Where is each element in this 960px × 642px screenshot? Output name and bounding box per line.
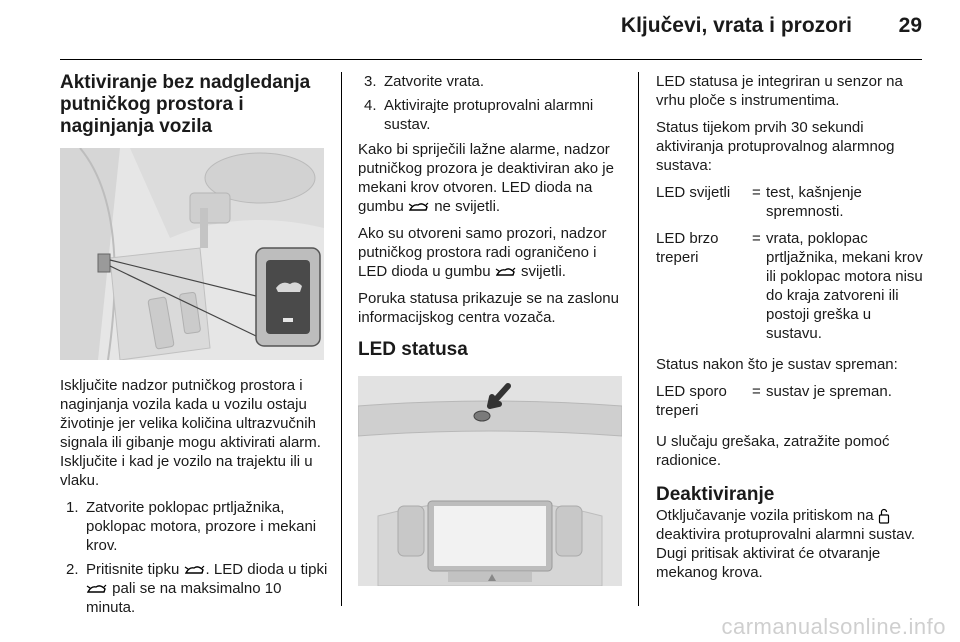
status-message-paragraph: Poruka statusa prikazuje se na zaslonu informacijskog centra vozača. (358, 290, 619, 326)
vehicle-monitoring-icon (184, 564, 206, 576)
unlock-icon (878, 508, 890, 524)
def-desc: vrata, poklopac prtljažnika, mekani krov ili poklopac motora nisu do kraja zatvoreni ili postoji greška u sustavu. (766, 230, 923, 342)
step-number: 4. (364, 97, 377, 114)
step-text: Aktivirajte protuprovalni alarmni sustav. (384, 97, 594, 133)
windows-paragraph (358, 224, 626, 281)
figure-interior-button (60, 148, 324, 360)
windows-text-a: Ako su otvoreni samo prozori, nadzor putničkog prostora radi ograničeno i LED dioda u gumbu (358, 225, 607, 280)
step-text-c: pali se na maksimalno 10 minuta. (86, 580, 282, 616)
soft-top-text-a: Kako bi spriječili lažne alarme, nadzor putničkog prozora je deaktiviran ako je mekani krov otvoren. LED dioda na gumbu (358, 141, 614, 215)
page-number: 29 (898, 14, 922, 37)
def-equals: = (752, 184, 761, 201)
step-3 (358, 72, 626, 91)
deactivation-text-a: Otključavanje vozila pritiskom na (656, 507, 874, 524)
steps-list-left (60, 498, 328, 617)
def-row-led-slow (656, 382, 924, 420)
soft-top-paragraph (358, 140, 626, 216)
section-heading-no-monitoring: Aktiviranje bez nadgledanja putničkog prostora i naginjanja vozila (60, 72, 311, 137)
column-divider-left (341, 72, 342, 606)
first-30s-paragraph: Status tijekom prvih 30 sekundi aktiviranja protuprovalnog alarmnog sustava: (656, 119, 895, 174)
step-text-a: Pritisnite tipku (86, 561, 180, 578)
watermark: carmanualsonline.info (721, 614, 946, 639)
def-row-led-on (656, 183, 924, 221)
vehicle-monitoring-icon (86, 583, 108, 595)
step-text: Zatvorite poklopac prtljažnika, poklopac motora, prozore i mekani krov. (86, 499, 317, 554)
middle-column (358, 72, 626, 361)
after-ready-paragraph: Status nakon što je sustav spreman: (656, 356, 898, 373)
steps-list-middle (358, 72, 626, 134)
def-term: LED brzo treperi (656, 230, 719, 266)
step-4 (358, 96, 626, 134)
def-term: LED svijetli (656, 184, 731, 201)
step-1 (60, 498, 328, 555)
led-integration-paragraph: LED statusa je integriran u senzor na vrhu ploče s instrumentima. (656, 73, 903, 109)
page-header-title: Ključevi, vrata i prozori (620, 14, 852, 37)
def-row-led-fast (656, 229, 924, 343)
right-column (656, 72, 924, 590)
intro-paragraph: Isključite nadzor putničkog prostora i naginjanja vozila kada u vozilu ostaju životinje jer velika količina ultrazvučnih signala ili gibanje mogu aktivirati alarm. Isključite i kad je vozilo na trajektu ili u vlaku. (60, 377, 321, 489)
left-column (60, 72, 328, 138)
section-heading-deactivation: Deaktiviranje (656, 484, 775, 505)
step-number: 3. (364, 73, 377, 90)
header-divider (60, 59, 922, 60)
windows-text-b: svijetli. (520, 263, 566, 280)
vehicle-monitoring-icon (408, 201, 430, 213)
step-number: 2. (66, 561, 79, 578)
def-desc: sustav je spreman. (766, 383, 892, 400)
errors-paragraph: U slučaju grešaka, zatražite pomoć radionice. (656, 433, 890, 469)
deactivation-text-b: deaktivira protuprovalni alarmni sustav. Dugi pritisak aktivirat će otvaranje mekanog krova. (656, 526, 916, 581)
section-heading-led-status: LED statusa (358, 339, 468, 360)
interior-illustration (60, 148, 324, 360)
def-desc: test, kašnjenje spremnosti. (766, 184, 862, 220)
step-text: Zatvorite vrata. (384, 73, 485, 90)
step-text-b: . LED dioda u tipki (205, 561, 328, 578)
def-term: LED sporo treperi (656, 383, 727, 419)
soft-top-text-b: ne svijetli. (434, 198, 501, 215)
dashboard-illustration (358, 376, 622, 586)
vehicle-monitoring-icon (495, 266, 517, 278)
deactivation-paragraph (656, 506, 924, 582)
left-column-body (60, 376, 328, 623)
def-equals: = (752, 383, 761, 400)
step-number: 1. (66, 499, 79, 516)
column-divider-right (638, 72, 639, 606)
step-2 (60, 560, 328, 617)
def-equals: = (752, 230, 761, 247)
figure-dashboard-led (358, 376, 622, 586)
